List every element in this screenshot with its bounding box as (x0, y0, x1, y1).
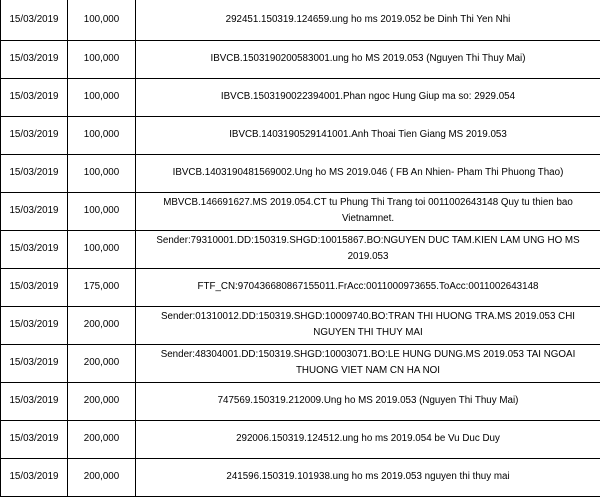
amount-cell: 100,000 (68, 0, 136, 40)
table-row (1, 306, 600, 344)
amount-cell: 200,000 (68, 382, 136, 420)
date-cell: 15/03/2019 (1, 0, 68, 40)
amount-cell: 100,000 (68, 116, 136, 154)
date-cell: 15/03/2019 (1, 420, 68, 458)
amount-cell: 200,000 (68, 344, 136, 382)
date-cell: 15/03/2019 (1, 154, 68, 192)
amount-cell: 100,000 (68, 230, 136, 268)
description-cell: Sender:48304001.DD:150319.SHGD:10003071.BO:LE HUNG DUNG.MS 2019.053 TAI NGOAI THUONG VIET NAM CN HA NOI (136, 344, 600, 382)
description-cell: MBVCB.146691627.MS 2019.054.CT tu Phung Thi Trang toi 0011002643148 Quy tu thien bao Vietnamnet. (136, 192, 600, 230)
table-row (1, 230, 600, 268)
table-row (1, 344, 600, 382)
description-cell: IBVCB.1403190481569002.Ung ho MS 2019.046 ( FB An Nhien- Pham Thi Phuong Thao) (136, 154, 600, 192)
description-cell: 292451.150319.124659.ung ho ms 2019.052 be Dinh Thi Yen Nhi (136, 0, 600, 40)
amount-cell: 200,000 (68, 458, 136, 496)
description-cell: IBVCB.1403190529141001.Anh Thoai Tien Giang MS 2019.053 (136, 116, 600, 154)
date-cell: 15/03/2019 (1, 230, 68, 268)
description-cell: IBVCB.1503190200583001.ung ho MS 2019.053 (Nguyen Thi Thuy Mai) (136, 40, 600, 78)
table-row (1, 382, 600, 420)
date-cell: 15/03/2019 (1, 344, 68, 382)
date-cell: 15/03/2019 (1, 268, 68, 306)
table-row (1, 154, 600, 192)
description-cell: Sender:79310001.DD:150319.SHGD:10015867.BO:NGUYEN DUC TAM.KIEN LAM UNG HO MS 2019.053 (136, 230, 600, 268)
description-cell: 747569.150319.212009.Ung ho MS 2019.053 (Nguyen Thi Thuy Mai) (136, 382, 600, 420)
description-cell: Sender:01310012.DD:150319.SHGD:10009740.BO:TRAN THI HUONG TRA.MS 2019.053 CHI NGUYEN THI THUY MAI (136, 306, 600, 344)
amount-cell: 175,000 (68, 268, 136, 306)
date-cell: 15/03/2019 (1, 382, 68, 420)
amount-cell: 200,000 (68, 420, 136, 458)
description-cell: 292006.150319.124512.ung ho ms 2019.054 be Vu Duc Duy (136, 420, 600, 458)
table-row (1, 192, 600, 230)
table-row (1, 116, 600, 154)
date-cell: 15/03/2019 (1, 306, 68, 344)
table-body (1, 0, 600, 496)
amount-cell: 100,000 (68, 154, 136, 192)
date-cell: 15/03/2019 (1, 458, 68, 496)
amount-cell: 100,000 (68, 192, 136, 230)
description-cell: 241596.150319.101938.ung ho ms 2019.053 nguyen thi thuy mai (136, 458, 600, 496)
amount-cell: 100,000 (68, 40, 136, 78)
date-cell: 15/03/2019 (1, 78, 68, 116)
amount-cell: 100,000 (68, 78, 136, 116)
description-cell: IBVCB.1503190022394001.Phan ngoc Hung Giup ma so: 2929.054 (136, 78, 600, 116)
table-row (1, 458, 600, 496)
amount-cell: 200,000 (68, 306, 136, 344)
table-row (1, 40, 600, 78)
table-row (1, 268, 600, 306)
date-cell: 15/03/2019 (1, 116, 68, 154)
date-cell: 15/03/2019 (1, 192, 68, 230)
date-cell: 15/03/2019 (1, 40, 68, 78)
table-row (1, 78, 600, 116)
description-cell: FTF_CN:970436680867155011.FrAcc:0011000973655.ToAcc:0011002643148 (136, 268, 600, 306)
table-row (1, 0, 600, 40)
table-row (1, 420, 600, 458)
